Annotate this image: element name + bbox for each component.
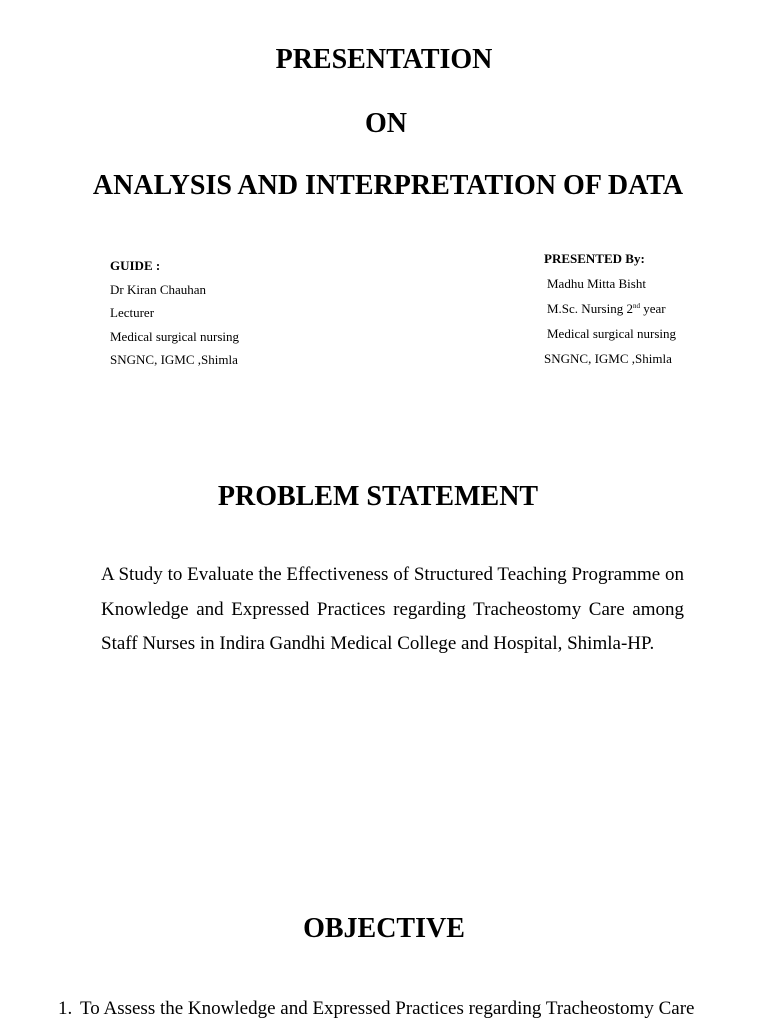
objective-item	[58, 994, 748, 1024]
presenter-course-prefix: M.Sc. Nursing 2	[547, 301, 633, 316]
presenter-course	[544, 296, 676, 321]
guide-heading: GUIDE :	[110, 258, 161, 273]
presenter-name: Madhu Mitta Bisht	[547, 276, 646, 291]
objective-item-text: To Assess the Knowledge and Expressed Practices regarding Tracheostomy Care	[80, 998, 695, 1019]
presenter-heading: PRESENTED By:	[544, 251, 645, 266]
guide-institution: SNGNC, IGMC ,Shimla	[110, 352, 238, 367]
guide-designation: Lecturer	[110, 305, 155, 320]
guide-block	[110, 254, 239, 372]
title-line-2: ON	[365, 108, 407, 139]
problem-statement-heading: PROBLEM STATEMENT	[217, 481, 539, 512]
objective-item-number: 1.	[58, 998, 73, 1019]
guide-department: Medical surgical nursing	[110, 328, 240, 344]
presenter-department: Medical surgical nursing	[547, 326, 677, 341]
objective-heading: OBJECTIVE	[303, 913, 465, 944]
problem-statement-text: A Study to Evaluate the Effectiveness of Structured Teaching Programme on Knowledge and Expressed Practices regarding Tracheostomy Care among Staff Nurses in Indira Gandhi Medical College and Hospital, Shimla-HP.	[101, 564, 684, 654]
title-line-3: ANALYSIS AND INTERPRETATION OF DATA	[92, 170, 684, 201]
title-line-1: PRESENTATION	[275, 44, 493, 75]
presenter-course-superscript: nd	[632, 302, 640, 310]
presenter-institution: SNGNC, IGMC ,Shimla	[544, 351, 672, 366]
guide-name: Dr Kiran Chauhan	[110, 281, 207, 297]
presenter-course-suffix: year	[639, 301, 666, 316]
presenter-block	[544, 246, 676, 371]
objective-list	[58, 994, 748, 1024]
